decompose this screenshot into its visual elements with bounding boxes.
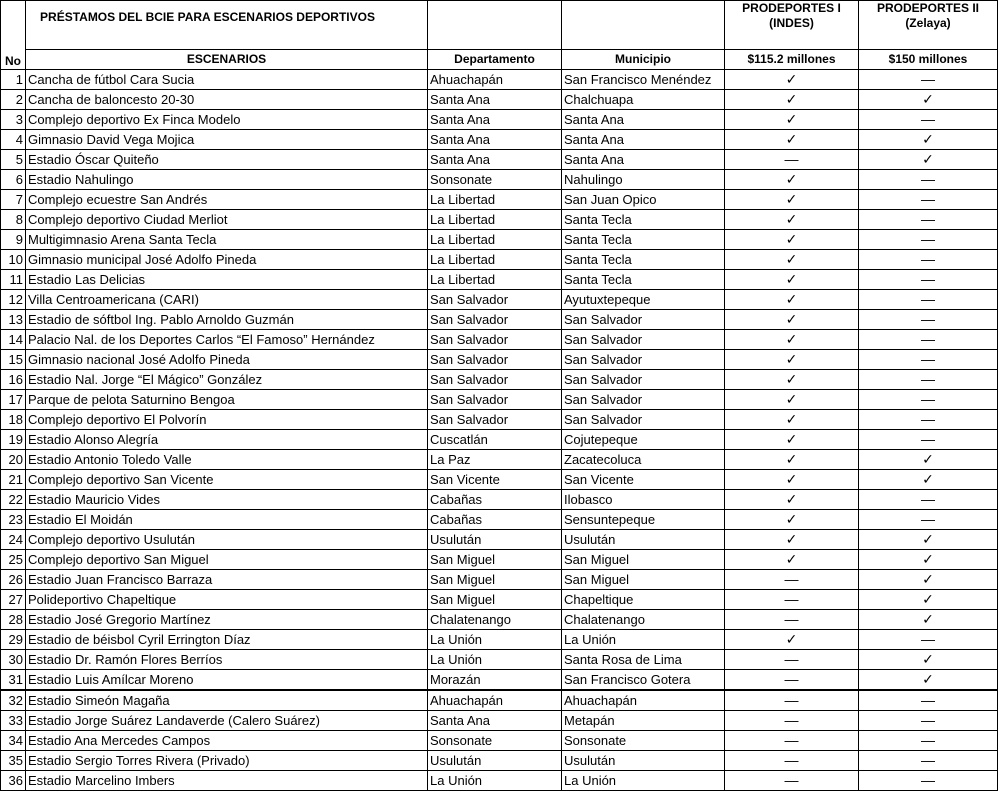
row-number: 33 — [1, 711, 26, 731]
escenario-cell: Cancha de baloncesto 20-30 — [26, 90, 428, 110]
municipio-cell: Santa Ana — [562, 150, 725, 170]
prodeportes-1-mark: — — [725, 670, 859, 691]
escenario-cell: Complejo deportivo Usulután — [26, 530, 428, 550]
municipio-cell: Ahuachapán — [562, 690, 725, 711]
prodeportes-2-mark: — — [859, 510, 998, 530]
municipio-cell: San Miguel — [562, 570, 725, 590]
prodeportes-2-mark: ✓ — [859, 670, 998, 691]
table-row — [1, 470, 998, 490]
row-number: 22 — [1, 490, 26, 510]
prodeportes-2-mark: — — [859, 771, 998, 791]
municipio-cell: San Francisco Gotera — [562, 670, 725, 691]
prodeportes-1-mark: — — [725, 610, 859, 630]
escenario-cell: Estadio Dr. Ramón Flores Berríos — [26, 650, 428, 670]
table-row — [1, 110, 998, 130]
municipio-cell: Santa Tecla — [562, 250, 725, 270]
row-number: 7 — [1, 190, 26, 210]
prodeportes-1-mark: — — [725, 711, 859, 731]
table-row — [1, 150, 998, 170]
table-row — [1, 270, 998, 290]
table-row — [1, 670, 998, 691]
prodeportes-2-mark: — — [859, 430, 998, 450]
table-row — [1, 190, 998, 210]
table-body — [1, 1, 998, 791]
prodeportes-2-mark: — — [859, 350, 998, 370]
escenario-cell: Estadio Marcelino Imbers — [26, 771, 428, 791]
prodeportes-2-mark: — — [859, 110, 998, 130]
prodeportes-2-header — [859, 1, 998, 50]
table-row — [1, 530, 998, 550]
escenario-cell: Multigimnasio Arena Santa Tecla — [26, 230, 428, 250]
municipio-cell: San Salvador — [562, 350, 725, 370]
departamento-cell: La Libertad — [428, 270, 562, 290]
departamento-cell: La Unión — [428, 650, 562, 670]
escenario-cell: Complejo ecuestre San Andrés — [26, 190, 428, 210]
escenario-cell: Estadio José Gregorio Martínez — [26, 610, 428, 630]
escenario-cell: Estadio de béisbol Cyril Errington Díaz — [26, 630, 428, 650]
prodeportes-2-mark: — — [859, 630, 998, 650]
prodeportes-2-mark: — — [859, 290, 998, 310]
escenario-cell: Estadio Nahulingo — [26, 170, 428, 190]
departamento-cell: La Libertad — [428, 210, 562, 230]
escenario-cell: Estadio Luis Amílcar Moreno — [26, 670, 428, 691]
prodeportes-2-agency: (Zelaya) — [905, 16, 951, 30]
escenario-cell: Complejo deportivo Ciudad Merliot — [26, 210, 428, 230]
prodeportes-1-mark: ✓ — [725, 510, 859, 530]
escenario-cell: Parque de pelota Saturnino Bengoa — [26, 390, 428, 410]
municipio-cell: Sensuntepeque — [562, 510, 725, 530]
prodeportes-1-mark: — — [725, 690, 859, 711]
departamento-cell: Usulután — [428, 530, 562, 550]
escenario-cell: Estadio Óscar Quiteño — [26, 150, 428, 170]
table-row — [1, 330, 998, 350]
municipio-cell: Santa Ana — [562, 130, 725, 150]
table-row — [1, 250, 998, 270]
prodeportes-1-agency: (INDES) — [769, 16, 814, 30]
departamento-cell: Santa Ana — [428, 90, 562, 110]
prodeportes-1-mark: ✓ — [725, 250, 859, 270]
departamento-cell: Santa Ana — [428, 110, 562, 130]
municipio-cell: San Salvador — [562, 310, 725, 330]
prodeportes-1-mark: — — [725, 570, 859, 590]
departamento-cell: San Salvador — [428, 290, 562, 310]
table-title: PRÉSTAMOS DEL BCIE PARA ESCENARIOS DEPORTIVOS — [26, 1, 428, 50]
municipio-cell: Santa Tecla — [562, 270, 725, 290]
row-number: 9 — [1, 230, 26, 250]
municipio-cell: Usulután — [562, 530, 725, 550]
departamento-cell: Usulután — [428, 751, 562, 771]
row-number: 11 — [1, 270, 26, 290]
row-number: 30 — [1, 650, 26, 670]
prodeportes-1-mark: ✓ — [725, 430, 859, 450]
row-number: 2 — [1, 90, 26, 110]
prodeportes-2-mark: ✓ — [859, 610, 998, 630]
municipio-cell: Cojutepeque — [562, 430, 725, 450]
row-number: 35 — [1, 751, 26, 771]
escenario-cell: Estadio de sóftbol Ing. Pablo Arnoldo Guzmán — [26, 310, 428, 330]
prodeportes-1-mark: — — [725, 590, 859, 610]
prodeportes-1-mark: ✓ — [725, 630, 859, 650]
prodeportes-1-mark: ✓ — [725, 210, 859, 230]
escenario-cell: Estadio Antonio Toledo Valle — [26, 450, 428, 470]
prodeportes-1-mark: — — [725, 150, 859, 170]
prodeportes-1-mark: ✓ — [725, 530, 859, 550]
escenario-cell: Cancha de fútbol Cara Sucia — [26, 70, 428, 90]
departamento-cell: San Miguel — [428, 550, 562, 570]
municipio-cell: Ayutuxtepeque — [562, 290, 725, 310]
prodeportes-2-mark: — — [859, 270, 998, 290]
municipio-cell: San Miguel — [562, 550, 725, 570]
table-row — [1, 90, 998, 110]
row-number: 23 — [1, 510, 26, 530]
prodeportes-2-amount: $150 millones — [859, 50, 998, 70]
prodeportes-2-mark: ✓ — [859, 150, 998, 170]
table-row — [1, 711, 998, 731]
prodeportes-2-mark: ✓ — [859, 590, 998, 610]
table-row — [1, 690, 998, 711]
row-number: 25 — [1, 550, 26, 570]
prodeportes-1-mark: ✓ — [725, 370, 859, 390]
municipio-cell: San Francisco Menéndez — [562, 70, 725, 90]
prodeportes-1-mark: ✓ — [725, 230, 859, 250]
table-row — [1, 570, 998, 590]
row-number: 21 — [1, 470, 26, 490]
row-number: 24 — [1, 530, 26, 550]
departamento-cell: La Unión — [428, 771, 562, 791]
prodeportes-2-mark: — — [859, 490, 998, 510]
escenario-cell: Gimnasio municipal José Adolfo Pineda — [26, 250, 428, 270]
table-row — [1, 290, 998, 310]
prodeportes-1-mark: ✓ — [725, 550, 859, 570]
prodeportes-1-mark: — — [725, 771, 859, 791]
prodeportes-2-mark: — — [859, 310, 998, 330]
table-row — [1, 490, 998, 510]
prodeportes-2-mark: ✓ — [859, 550, 998, 570]
municipio-cell: San Salvador — [562, 390, 725, 410]
escenario-cell: Estadio Jorge Suárez Landaverde (Calero Suárez) — [26, 711, 428, 731]
departamento-cell: San Salvador — [428, 370, 562, 390]
row-number: 5 — [1, 150, 26, 170]
departamento-cell: Sonsonate — [428, 731, 562, 751]
prodeportes-1-mark: ✓ — [725, 490, 859, 510]
prodeportes-2-mark: — — [859, 410, 998, 430]
departamento-cell: La Libertad — [428, 250, 562, 270]
prodeportes-2-mark: ✓ — [859, 530, 998, 550]
municipio-cell: Santa Ana — [562, 110, 725, 130]
municipio-cell: La Unión — [562, 771, 725, 791]
municipio-cell: Nahulingo — [562, 170, 725, 190]
row-number: 4 — [1, 130, 26, 150]
row-number: 31 — [1, 670, 26, 691]
municipio-cell: Santa Tecla — [562, 210, 725, 230]
departamento-cell: Santa Ana — [428, 711, 562, 731]
table-row — [1, 610, 998, 630]
no-header: No — [1, 1, 26, 70]
table-row — [1, 310, 998, 330]
prodeportes-2-name: PRODEPORTES II — [876, 1, 980, 15]
prodeportes-1-name: PRODEPORTES I — [742, 1, 841, 15]
escenario-cell: Estadio Las Delicias — [26, 270, 428, 290]
escenario-cell: Complejo deportivo San Vicente — [26, 470, 428, 490]
table-row — [1, 350, 998, 370]
table-row — [1, 510, 998, 530]
row-number: 14 — [1, 330, 26, 350]
table-row — [1, 230, 998, 250]
row-number: 27 — [1, 590, 26, 610]
header-row-top — [1, 1, 998, 50]
departamento-cell: San Vicente — [428, 470, 562, 490]
prodeportes-2-mark: ✓ — [859, 90, 998, 110]
prodeportes-2-mark: ✓ — [859, 470, 998, 490]
escenario-cell: Polideportivo Chapeltique — [26, 590, 428, 610]
escenario-cell: Palacio Nal. de los Deportes Carlos “El Famoso” Hernández — [26, 330, 428, 350]
municipio-cell: Santa Rosa de Lima — [562, 650, 725, 670]
prodeportes-1-mark: ✓ — [725, 350, 859, 370]
prodeportes-2-mark: — — [859, 390, 998, 410]
prodeportes-1-mark: ✓ — [725, 310, 859, 330]
departamento-cell: San Salvador — [428, 410, 562, 430]
prodeportes-1-mark: — — [725, 650, 859, 670]
row-number: 13 — [1, 310, 26, 330]
departamento-cell: San Miguel — [428, 590, 562, 610]
row-number: 6 — [1, 170, 26, 190]
row-number: 29 — [1, 630, 26, 650]
municipio-cell: San Juan Opico — [562, 190, 725, 210]
table-row — [1, 731, 998, 751]
table-row — [1, 390, 998, 410]
header-row-columns — [1, 50, 998, 70]
prodeportes-1-mark: ✓ — [725, 450, 859, 470]
prodeportes-1-mark: ✓ — [725, 290, 859, 310]
row-number: 15 — [1, 350, 26, 370]
row-number: 12 — [1, 290, 26, 310]
departamento-cell: Cabañas — [428, 490, 562, 510]
prodeportes-1-mark: ✓ — [725, 170, 859, 190]
prodeportes-1-mark: ✓ — [725, 270, 859, 290]
table-row — [1, 370, 998, 390]
departamento-cell: Cabañas — [428, 510, 562, 530]
row-number: 19 — [1, 430, 26, 450]
departamento-cell: Chalatenango — [428, 610, 562, 630]
departamento-cell: Santa Ana — [428, 130, 562, 150]
municipio-cell: Chalchuapa — [562, 90, 725, 110]
empty-header-cell — [428, 1, 562, 50]
prodeportes-1-mark: ✓ — [725, 110, 859, 130]
prodeportes-2-mark: — — [859, 230, 998, 250]
departamento-cell: Cuscatlán — [428, 430, 562, 450]
row-number: 17 — [1, 390, 26, 410]
prodeportes-1-mark: ✓ — [725, 90, 859, 110]
escenario-cell: Estadio El Moidán — [26, 510, 428, 530]
departamento-cell: La Unión — [428, 630, 562, 650]
prodeportes-2-mark: — — [859, 751, 998, 771]
prodeportes-2-mark: ✓ — [859, 650, 998, 670]
municipio-cell: San Salvador — [562, 410, 725, 430]
escenario-cell: Estadio Mauricio Vides — [26, 490, 428, 510]
escenario-cell: Complejo deportivo Ex Finca Modelo — [26, 110, 428, 130]
table-row — [1, 590, 998, 610]
escenario-cell: Complejo deportivo El Polvorín — [26, 410, 428, 430]
prodeportes-1-mark: ✓ — [725, 330, 859, 350]
prodeportes-1-mark: ✓ — [725, 390, 859, 410]
prodeportes-1-mark: ✓ — [725, 70, 859, 90]
prodeportes-1-mark: ✓ — [725, 190, 859, 210]
municipio-cell: Chapeltique — [562, 590, 725, 610]
prodeportes-1-mark: ✓ — [725, 130, 859, 150]
row-number: 1 — [1, 70, 26, 90]
escenario-cell: Gimnasio David Vega Mojica — [26, 130, 428, 150]
row-number: 3 — [1, 110, 26, 130]
prodeportes-2-mark: — — [859, 70, 998, 90]
escenarios-header: ESCENARIOS — [26, 50, 428, 70]
prodeportes-1-mark: ✓ — [725, 410, 859, 430]
departamento-cell: Ahuachapán — [428, 70, 562, 90]
table-row — [1, 751, 998, 771]
prodeportes-2-mark: — — [859, 210, 998, 230]
prodeportes-2-mark: — — [859, 170, 998, 190]
escenario-cell: Estadio Nal. Jorge “El Mágico” González — [26, 370, 428, 390]
prodeportes-2-mark: — — [859, 690, 998, 711]
municipio-cell: Santa Tecla — [562, 230, 725, 250]
escenario-cell: Estadio Ana Mercedes Campos — [26, 731, 428, 751]
municipio-cell: San Salvador — [562, 330, 725, 350]
departamento-cell: San Salvador — [428, 390, 562, 410]
escenario-cell: Gimnasio nacional José Adolfo Pineda — [26, 350, 428, 370]
departamento-cell: San Miguel — [428, 570, 562, 590]
table-row — [1, 550, 998, 570]
departamento-cell: San Salvador — [428, 330, 562, 350]
departamento-cell: Santa Ana — [428, 150, 562, 170]
table-row — [1, 771, 998, 791]
municipio-cell: Sonsonate — [562, 731, 725, 751]
row-number: 28 — [1, 610, 26, 630]
prodeportes-2-mark: — — [859, 711, 998, 731]
table-row — [1, 410, 998, 430]
row-number: 26 — [1, 570, 26, 590]
municipio-cell: Usulután — [562, 751, 725, 771]
municipio-header: Municipio — [562, 50, 725, 70]
row-number: 10 — [1, 250, 26, 270]
row-number: 16 — [1, 370, 26, 390]
table-row — [1, 450, 998, 470]
escenario-cell: Estadio Alonso Alegría — [26, 430, 428, 450]
departamento-cell: Morazán — [428, 670, 562, 691]
table-row — [1, 650, 998, 670]
prodeportes-2-mark: ✓ — [859, 570, 998, 590]
municipio-cell: Chalatenango — [562, 610, 725, 630]
prodeportes-1-mark: — — [725, 751, 859, 771]
prodeportes-1-mark: ✓ — [725, 470, 859, 490]
prodeportes-1-mark: — — [725, 731, 859, 751]
municipio-cell: Zacatecoluca — [562, 450, 725, 470]
empty-header-cell — [562, 1, 725, 50]
escenario-cell: Estadio Juan Francisco Barraza — [26, 570, 428, 590]
municipio-cell: San Vicente — [562, 470, 725, 490]
escenario-cell: Estadio Sergio Torres Rivera (Privado) — [26, 751, 428, 771]
table-row — [1, 430, 998, 450]
departamento-header: Departamento — [428, 50, 562, 70]
row-number: 34 — [1, 731, 26, 751]
prodeportes-2-mark: — — [859, 250, 998, 270]
prodeportes-2-mark: ✓ — [859, 450, 998, 470]
escenario-cell: Complejo deportivo San Miguel — [26, 550, 428, 570]
municipio-cell: Ilobasco — [562, 490, 725, 510]
prodeportes-2-mark: ✓ — [859, 130, 998, 150]
departamento-cell: Sonsonate — [428, 170, 562, 190]
prodeportes-2-mark: — — [859, 370, 998, 390]
departamento-cell: La Libertad — [428, 190, 562, 210]
municipio-cell: La Unión — [562, 630, 725, 650]
prodeportes-2-mark: — — [859, 330, 998, 350]
row-number: 36 — [1, 771, 26, 791]
municipio-cell: Metapán — [562, 711, 725, 731]
table-row — [1, 70, 998, 90]
row-number: 18 — [1, 410, 26, 430]
prodeportes-2-mark: — — [859, 190, 998, 210]
departamento-cell: La Libertad — [428, 230, 562, 250]
prodeportes-1-amount: $115.2 millones — [725, 50, 859, 70]
departamento-cell: San Salvador — [428, 350, 562, 370]
escenario-cell: Villa Centroamericana (CARI) — [26, 290, 428, 310]
row-number: 32 — [1, 690, 26, 711]
table-row — [1, 210, 998, 230]
table-row — [1, 630, 998, 650]
departamento-cell: La Paz — [428, 450, 562, 470]
row-number: 8 — [1, 210, 26, 230]
table-row — [1, 130, 998, 150]
prodeportes-1-header — [725, 1, 859, 50]
row-number: 20 — [1, 450, 26, 470]
departamento-cell: Ahuachapán — [428, 690, 562, 711]
municipio-cell: San Salvador — [562, 370, 725, 390]
prodeportes-2-mark: — — [859, 731, 998, 751]
departamento-cell: San Salvador — [428, 310, 562, 330]
escenario-cell: Estadio Simeón Magaña — [26, 690, 428, 711]
table-row — [1, 170, 998, 190]
